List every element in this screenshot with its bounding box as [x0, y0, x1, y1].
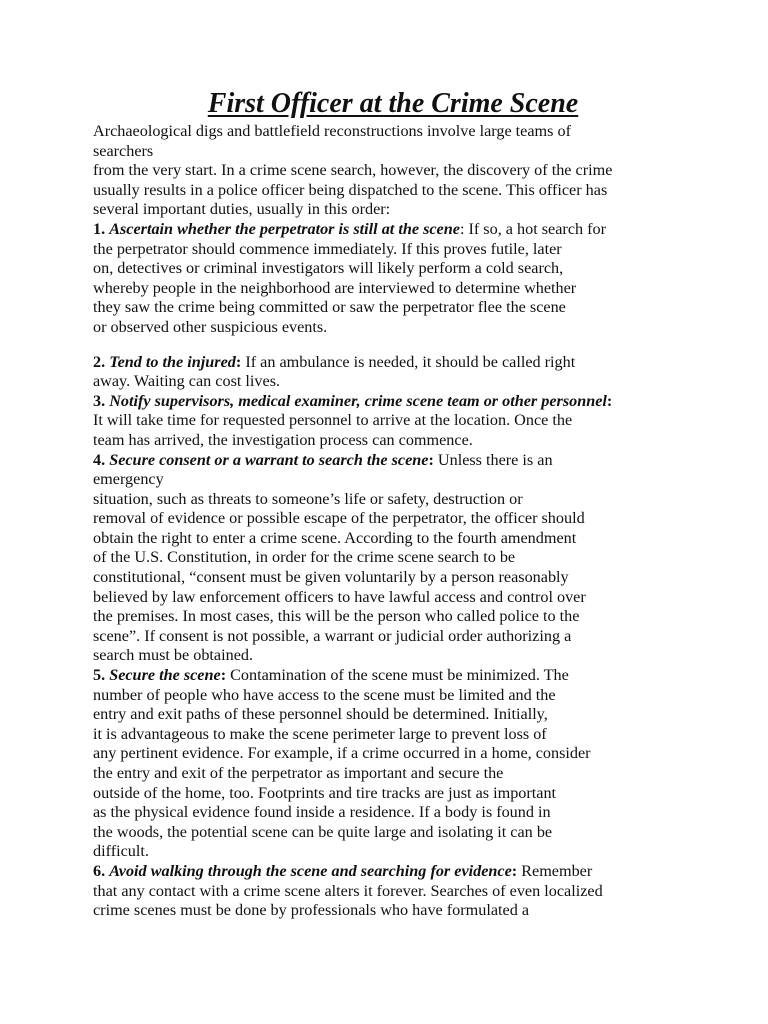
duty-line: constitutional, “consent must be given voluntarily by a person reasonably [93, 568, 569, 587]
duty-line: outside of the home, too. Footprints and tire tracks are just as important [93, 783, 557, 802]
intro-line: from the very start. In a crime scene search, however, the discovery of the crime [93, 161, 613, 180]
duty-heading: Tend to the injured [109, 352, 236, 371]
duty-line: of the U.S. Constitution, in order for the crime scene search to be [93, 548, 516, 567]
duty-line: believed by law enforcement officers to have lawful access and control over [93, 587, 586, 606]
duty-heading: Secure the scene [109, 666, 221, 685]
duty-line: any pertinent evidence. For example, if a crime occurred in a home, consider [93, 744, 591, 763]
duty-item-first-line [93, 862, 693, 882]
duty-colon: : [511, 861, 518, 880]
duty-item-first-line [93, 353, 693, 373]
duty-line: they saw the crime being committed or saw the perpetrator flee the scene [93, 298, 566, 317]
duty-number: 3. [93, 391, 106, 410]
duty-line: or observed other suspicious events. [93, 317, 328, 336]
duty-line: It will take time for requested personnel to arrive at the location. Once the [93, 411, 573, 430]
duty-colon: : [220, 666, 227, 685]
duty-colon: : [428, 450, 434, 469]
intro-paragraph [93, 122, 693, 220]
duty-line: team has arrived, the investigation process can commence. [93, 430, 473, 449]
paragraph-gap [93, 338, 693, 353]
duty-item-1 [93, 220, 693, 338]
duty-item-first-line [93, 451, 693, 471]
duty-text: Contamination of the scene must be minimized. The [226, 666, 569, 685]
duty-line: the entry and exit of the perpetrator as important and secure the [93, 764, 504, 782]
duty-line: that any contact with a crime scene alters it forever. Searches of even localized [93, 881, 603, 900]
duty-heading: Secure consent or a warrant to search the scene [109, 450, 429, 469]
duty-text: : If so, a hot search for [459, 219, 607, 238]
duty-line: the woods, the potential scene can be quite large and isolating it can be [93, 822, 553, 841]
duty-line: entry and exit paths of these personnel should be determined. Initially, [93, 705, 548, 724]
duty-line: whereby people in the neighborhood are interviewed to determine whether [93, 278, 577, 297]
duty-text: Unless there is an [433, 450, 553, 469]
duty-line: difficult. [93, 842, 149, 861]
duty-colon: : [235, 352, 242, 371]
duty-line: obtain the right to enter a crime scene. According to the fourth amendment [93, 528, 577, 547]
duty-line: scene”. If consent is not possible, a warrant or judicial order authorizing a [93, 626, 572, 645]
duty-item-3 [93, 392, 693, 451]
duty-line: away. Waiting can cost lives. [93, 372, 281, 391]
duty-number: 6. [93, 861, 106, 880]
duty-line: search must be obtained. [93, 646, 254, 665]
intro-line: Archaeological digs and battlefield reconstructions involve large teams of [93, 122, 571, 140]
intro-line: several important duties, usually in this order: [93, 200, 391, 219]
duty-line: number of people who have access to the scene must be limited and the [93, 685, 556, 704]
duty-line: crime scenes must be done by professionals who have formulated a [93, 901, 530, 920]
duty-item-first-line [93, 666, 693, 686]
duty-line: as the physical evidence found inside a residence. If a body is found in [93, 803, 551, 822]
duty-text: If an ambulance is needed, it should be called right [241, 352, 576, 371]
duty-line: emergency [93, 470, 164, 489]
duty-heading: Avoid walking through the scene and searching for evidence [109, 861, 512, 880]
duty-number: 4. [93, 450, 106, 469]
duty-number: 1. [93, 219, 106, 238]
duty-line: the perpetrator should commence immediately. If this proves futile, later [93, 239, 562, 258]
duty-item-first-line [93, 220, 693, 240]
intro-line: usually results in a police officer being dispatched to the scene. This officer has [93, 180, 608, 199]
duty-line: removal of evidence or possible escape of the perpetrator, the officer should [93, 509, 585, 528]
duty-line: on, detectives or criminal investigators will likely perform a cold search, [93, 259, 564, 278]
duty-heading: Ascertain whether the perpetrator is still at the scene [109, 219, 460, 238]
duty-item-2 [93, 353, 693, 392]
page-title: First Officer at the Crime Scene [207, 88, 579, 119]
duty-colon: : [606, 391, 613, 410]
duty-number: 2. [93, 352, 106, 371]
duty-item-4 [93, 451, 693, 667]
duty-line: the premises. In most cases, this will be the person who called police to the [93, 607, 580, 626]
duty-heading: Notify supervisors, medical examiner, crime scene team or other personnel [109, 391, 607, 410]
duty-item-6 [93, 862, 693, 921]
duty-item-5 [93, 666, 693, 862]
duty-number: 5. [93, 666, 106, 685]
duty-text: Remember [517, 861, 593, 880]
intro-line: searchers [93, 141, 154, 160]
duty-line: situation, such as threats to someone’s life or safety, destruction or [93, 489, 523, 508]
duty-item-first-line [93, 392, 693, 412]
document-page [93, 86, 693, 921]
duty-line: it is advantageous to make the scene perimeter large to prevent loss of [93, 724, 547, 743]
